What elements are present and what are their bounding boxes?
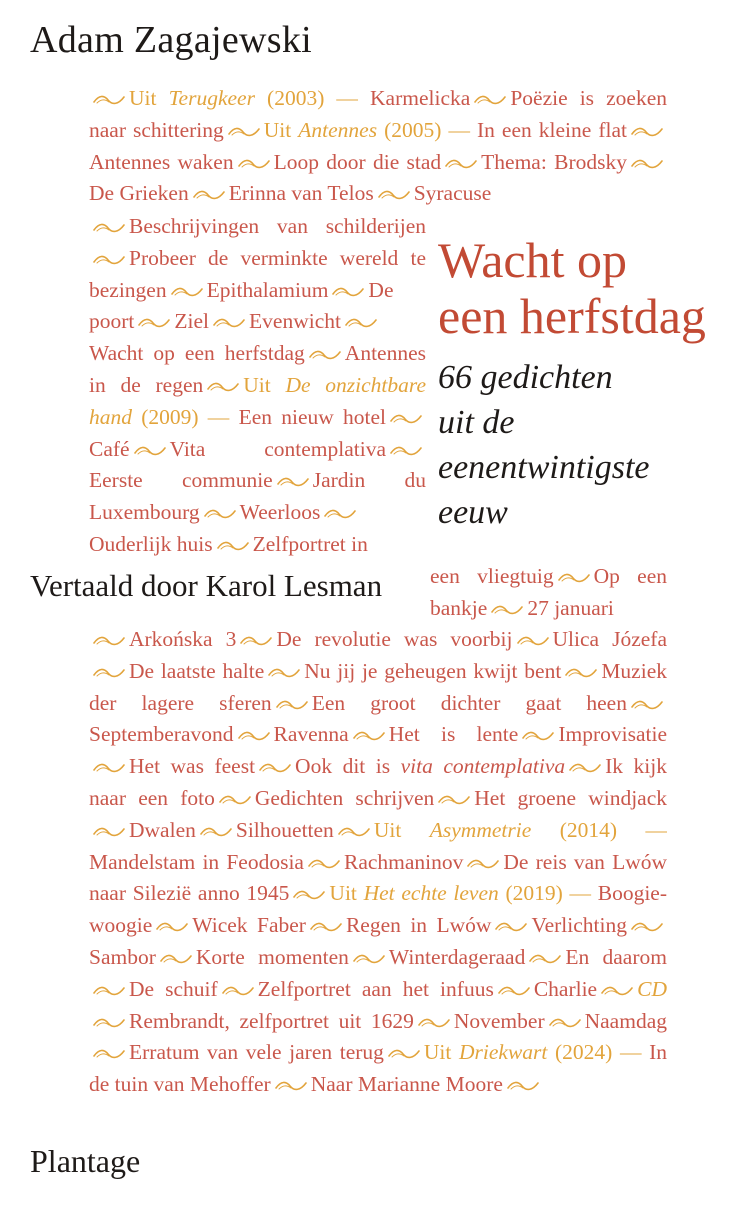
poem-title: Ulica Józefa [552, 627, 667, 651]
swash-ornament-icon [309, 348, 341, 361]
poem-title: Charlie [533, 976, 598, 1001]
swash-ornament-icon [324, 507, 356, 520]
poem-title: Karmelicka [370, 86, 471, 110]
swash-ornament-icon [558, 571, 590, 584]
poem-title: Septemberavond [89, 722, 234, 747]
poem-title: Weerloos [239, 500, 321, 525]
poem-title: een vliegtuig [430, 564, 554, 588]
swash-ornament-icon [93, 984, 125, 997]
poem-list-block [89, 83, 667, 213]
poem-title: 27 januari [527, 595, 614, 620]
poem-title: Korte momenten [195, 944, 349, 969]
swash-ornament-icon [522, 729, 554, 742]
swash-ornament-icon [507, 1079, 539, 1092]
poem-title: Beschrijvingen van schilderijen [129, 214, 426, 238]
swash-ornament-icon [222, 984, 254, 997]
swash-ornament-icon [517, 634, 549, 647]
swash-ornament-icon [631, 125, 663, 138]
swash-ornament-icon [631, 157, 663, 170]
poem-title: De laatste halte [129, 658, 265, 683]
swash-ornament-icon [93, 666, 125, 679]
swash-ornament-icon [207, 380, 239, 393]
poem-title: Syracuse [413, 181, 492, 206]
collection-heading: Uit Het echte leven (2019) — [329, 881, 592, 906]
poem-title: Sambor [89, 944, 156, 969]
poem-title: Café [89, 436, 130, 461]
poem-title: Een groot dichter gaat heen [311, 690, 627, 715]
poem-title: Ziel [174, 309, 210, 334]
publisher-name: Plantage [30, 1143, 141, 1179]
swash-ornament-icon [240, 634, 272, 647]
poem-title: De revolutie was voorbij [276, 627, 513, 651]
poem-title: Rembrandt, zelfportret uit 1629 [129, 1008, 414, 1033]
poem-title: De poort [89, 277, 394, 334]
title-line: een herfstdag [438, 288, 706, 344]
poem-title: Epithalamium [206, 277, 329, 302]
poem-title: Wacht op een herfstdag [89, 341, 305, 366]
swash-ornament-icon [474, 93, 506, 106]
swash-ornament-icon [565, 666, 597, 679]
poem-title: Probeer de verminkte wereld te bezingen [89, 245, 426, 302]
poem-title: De schuif [129, 976, 218, 1001]
poem-title: Winterdageraad [388, 944, 526, 969]
swash-ornament-icon [228, 125, 260, 138]
swash-ornament-icon [200, 825, 232, 838]
poem-title: Ook dit is vita contemplativa [295, 754, 566, 779]
collection-heading: Uit Antennes (2005) — [263, 117, 470, 142]
swash-ornament-icon [277, 475, 309, 488]
swash-ornament-icon [259, 761, 291, 774]
poem-title: Mandelstam in Feodosia [89, 849, 304, 874]
swash-ornament-icon [160, 952, 192, 965]
collection-heading: Uit De onzichtbare hand (2009) — [89, 372, 426, 429]
swash-ornament-icon [93, 825, 125, 838]
swash-ornament-icon [353, 952, 385, 965]
poem-title: Op een bankje [430, 564, 667, 620]
swash-ornament-icon [308, 857, 340, 870]
poem-title: Erratum van vele jaren terug [129, 1040, 384, 1065]
swash-ornament-icon [204, 507, 236, 520]
swash-ornament-icon [193, 188, 225, 201]
poem-title: Zelfportret aan het infuus [257, 976, 494, 1001]
poem-title: De reis van Lwów naar Silezië anno 1945 [89, 849, 667, 906]
poem-title: Poëzie is zoeken naar schittering [89, 86, 667, 142]
poem-title: In een kleine flat [477, 117, 627, 142]
poem-title: Gedichten schrijven [254, 785, 435, 810]
swash-ornament-icon [418, 1016, 450, 1029]
subtitle-line: 66 gedichten [438, 359, 613, 396]
poem-title: Zelfportret in [252, 531, 368, 556]
book-title [438, 232, 706, 344]
poem-title: Regen in Lwów [345, 913, 492, 938]
poem-title: Muziek der lagere sferen [89, 658, 667, 715]
poem-title: Rachmaninov [343, 849, 464, 874]
poem-title: Antennes waken [89, 149, 234, 174]
poem-title: Nu jij je geheugen kwijt bent [304, 658, 562, 683]
translator-credit: Vertaald door Karol Lesman [30, 568, 383, 603]
swash-ornament-icon [390, 444, 422, 457]
poem-title: In de tuin van Mehoffer [89, 1040, 667, 1097]
title-line: Wacht op [438, 232, 627, 288]
swash-ornament-icon [467, 857, 499, 870]
poem-title: De Grieken [89, 181, 189, 206]
swash-ornament-icon [310, 920, 342, 933]
collection-heading: Uit Driekwart (2024) — [423, 1040, 642, 1065]
swash-ornament-icon [238, 157, 270, 170]
swash-ornament-icon [345, 316, 377, 329]
swash-ornament-icon [93, 221, 125, 234]
poem-title: Een nieuw hotel [238, 404, 387, 429]
poem-title: Ik kijk naar een foto [89, 754, 667, 810]
swash-ornament-icon [390, 412, 422, 425]
poem-title: Loop door die stad [273, 149, 442, 174]
swash-ornament-icon [93, 93, 125, 106]
poem-title: Thema: Brodsky [481, 149, 627, 174]
swash-ornament-icon [138, 316, 170, 329]
poem-title: Vita contemplativa [169, 436, 386, 461]
poem-title: Boogie-woogie [89, 881, 667, 938]
poem-title: Arkońska 3 [129, 627, 237, 651]
swash-ornament-icon [238, 729, 270, 742]
swash-ornament-icon [93, 253, 125, 266]
swash-ornament-icon [438, 793, 470, 806]
poem-title: Het is lente [388, 722, 519, 747]
poem-title: En daarom [565, 944, 667, 969]
poem-list-block [430, 561, 667, 627]
poem-title: Het was feest [129, 754, 256, 779]
swash-ornament-icon [631, 698, 663, 711]
poem-title: Erinna van Telos [228, 181, 374, 206]
swash-ornament-icon [275, 1079, 307, 1092]
poem-title: Naar Marianne Moore [310, 1072, 503, 1097]
swash-ornament-icon [213, 316, 245, 329]
swash-ornament-icon [353, 729, 385, 742]
swash-ornament-icon [569, 761, 601, 774]
poem-title: Improvisatie [558, 722, 667, 747]
swash-ornament-icon [93, 1047, 125, 1060]
poem-title: Ravenna [273, 722, 349, 747]
subtitle-line: eeuw [438, 494, 508, 531]
swash-ornament-icon [445, 157, 477, 170]
poem-title: Het groene windjack [474, 785, 667, 810]
poem-title: Evenwicht [249, 309, 341, 334]
swash-ornament-icon [549, 1016, 581, 1029]
swash-ornament-icon [332, 285, 364, 298]
poem-list-block [89, 211, 426, 561]
swash-ornament-icon [156, 920, 188, 933]
poem-title: Silhouetten [235, 817, 334, 842]
swash-ornament-icon [134, 444, 166, 457]
swash-ornament-icon [495, 920, 527, 933]
subtitle-line: uit de [438, 404, 515, 441]
author-name: Adam Zagajewski [30, 19, 313, 61]
poem-title: CD [637, 976, 667, 1001]
poem-title: Ouderlijk huis [89, 531, 213, 556]
swash-ornament-icon [378, 188, 410, 201]
swash-ornament-icon [388, 1047, 420, 1060]
swash-ornament-icon [171, 285, 203, 298]
poem-title: Dwalen [129, 817, 196, 842]
poem-title: Verlichting [531, 913, 627, 938]
swash-ornament-icon [219, 793, 251, 806]
swash-ornament-icon [93, 634, 125, 647]
swash-ornament-icon [498, 984, 530, 997]
poem-title: Antennes in de regen [89, 341, 426, 397]
poem-title: Eerste communie [89, 468, 273, 493]
swash-ornament-icon [276, 698, 308, 711]
swash-ornament-icon [631, 920, 663, 933]
collection-heading: Uit Asymmetrie (2014) — [373, 817, 667, 842]
poem-title: Jardin du Luxembourg [89, 468, 426, 525]
swash-ornament-icon [93, 761, 125, 774]
poem-title: November [453, 1008, 545, 1033]
swash-ornament-icon [217, 539, 249, 552]
swash-ornament-icon [338, 825, 370, 838]
collection-heading: Uit Terugkeer (2003) — [129, 86, 358, 110]
poem-title: Naamdag [584, 1008, 667, 1033]
subtitle-line: eenentwintigste [438, 449, 650, 486]
poem-list-block [89, 624, 667, 1134]
swash-ornament-icon [268, 666, 300, 679]
book-subtitle [438, 355, 650, 535]
swash-ornament-icon [491, 603, 523, 616]
swash-ornament-icon [601, 984, 633, 997]
poem-title: Wicek Faber [192, 913, 306, 938]
swash-ornament-icon [293, 888, 325, 901]
swash-ornament-icon [93, 1016, 125, 1029]
swash-ornament-icon [529, 952, 561, 965]
